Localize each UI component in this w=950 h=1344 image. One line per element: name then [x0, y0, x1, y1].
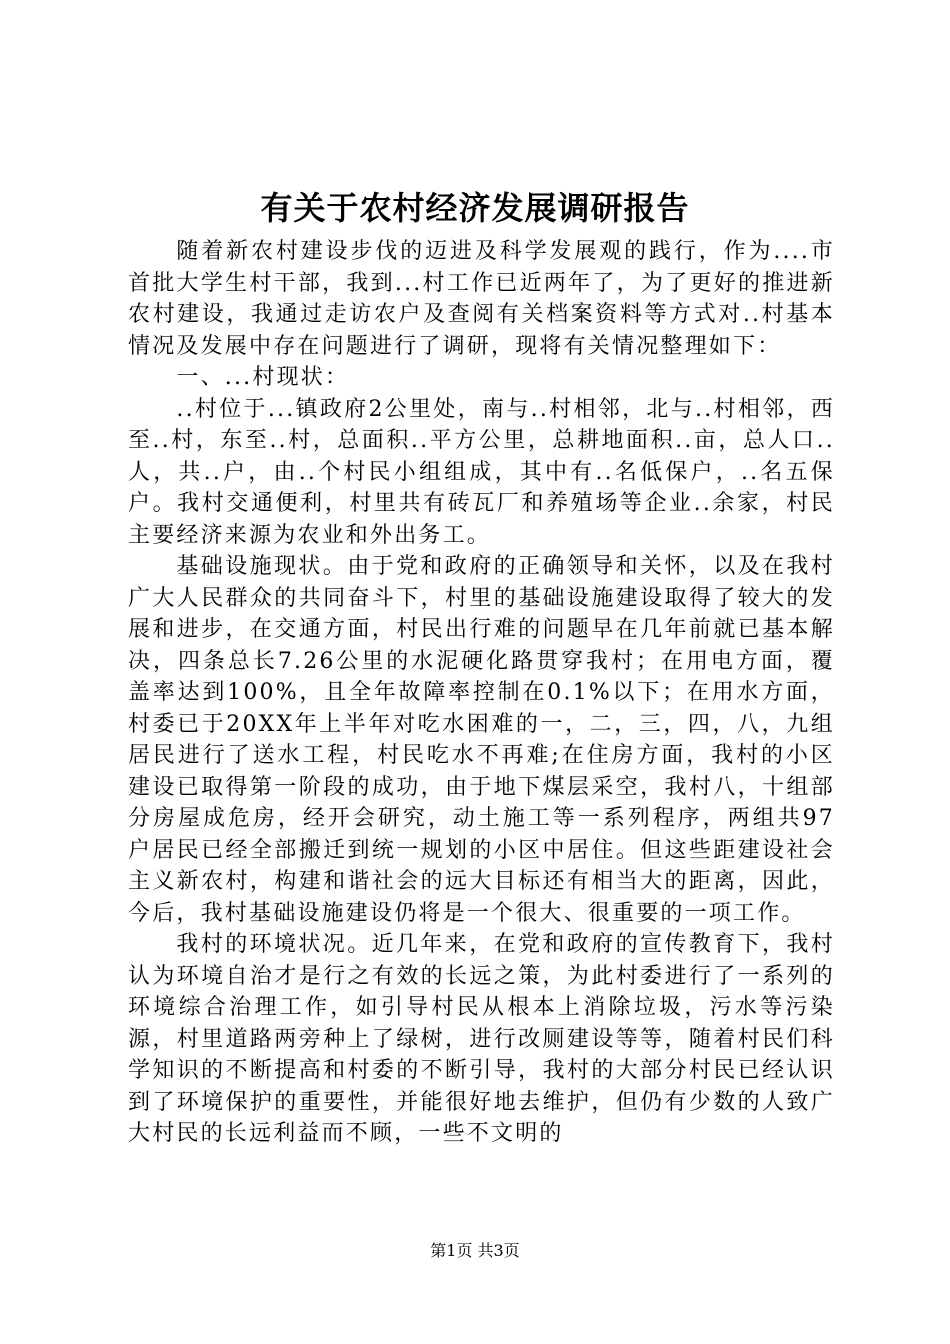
document-title: 有关于农村经济发展调研报告	[260, 189, 690, 227]
section-heading-village-status: 一、...村现状：	[176, 365, 350, 390]
paragraph-intro: 随着新农村建设步伐的迈进及科学发展观的践行，作为....市首批大学生村干部，我到...村工作已近两年了，为了更好的推进新农村建设，我通过走访农户及查阅有关档案资料等方式对..村基本情况及发展中存在问题进行了调研，现将有关情况整理如下：	[128, 239, 835, 359]
paragraph-village-overview: ..村位于...镇政府2公里处，南与..村相邻，北与..村相邻，西至..村，东至..村，总面积..平方公里，总耕地面积..亩，总人口..人，共..户，由..个村民小组组成，其中有..名低保户，..名五保户。我村交通便利，村里共有砖瓦厂和养殖场等企业..余家，村民主要经济来源为农业和外出务工。	[128, 396, 835, 548]
paragraph-environment: 我村的环境状况。近几年来，在党和政府的宣传教育下，我村认为环境自治才是行之有效的长远之策，为此村委进行了一系列的环境综合治理工作，如引导村民从根本上消除垃圾，污水等污染源，村里道路两旁种上了绿树，进行改厕建设等等，随着村民们科学知识的不断提高和村委的不断引导，我村的大部分村民已经认识到了环境保护的重要性，并能很好地去维护，但仍有少数的人致广大村民的长远利益而不顾，一些不文明的	[128, 932, 835, 1146]
paragraph-infrastructure: 基础设施现状。由于党和政府的正确领导和关怀，以及在我村广大人民群众的共同奋斗下，村里的基础设施建设取得了较大的发展和进步，在交通方面，村民出行难的问题早在几年前就已基本解决，四条总长7.26公里的水泥硬化路贯穿我村；在用电方面，覆盖率达到100%，且全年故障率控制在0.1%以下；在用水方面，村委已于20XX年上半年对吃水困难的一，二，三，四，八，九组居民进行了送水工程，村民吃水不再难;在住房方面，我村的小区建设已取得第一阶段的成功，由于地下煤层采空，我村八，十组部分房屋成危房，经开会研究，动土施工等一系列程序，两组共97户居民已经全部搬迁到统一规划的小区中居住。但这些距建设社会主义新农村，构建和谐社会的远大目标还有相当大的距离，因此，今后，我村基础设施建设仍将是一个很大、很重要的一项工作。	[128, 554, 835, 926]
page-number-footer: 第1页 共3页	[430, 1241, 520, 1260]
document-body	[128, 236, 835, 1150]
